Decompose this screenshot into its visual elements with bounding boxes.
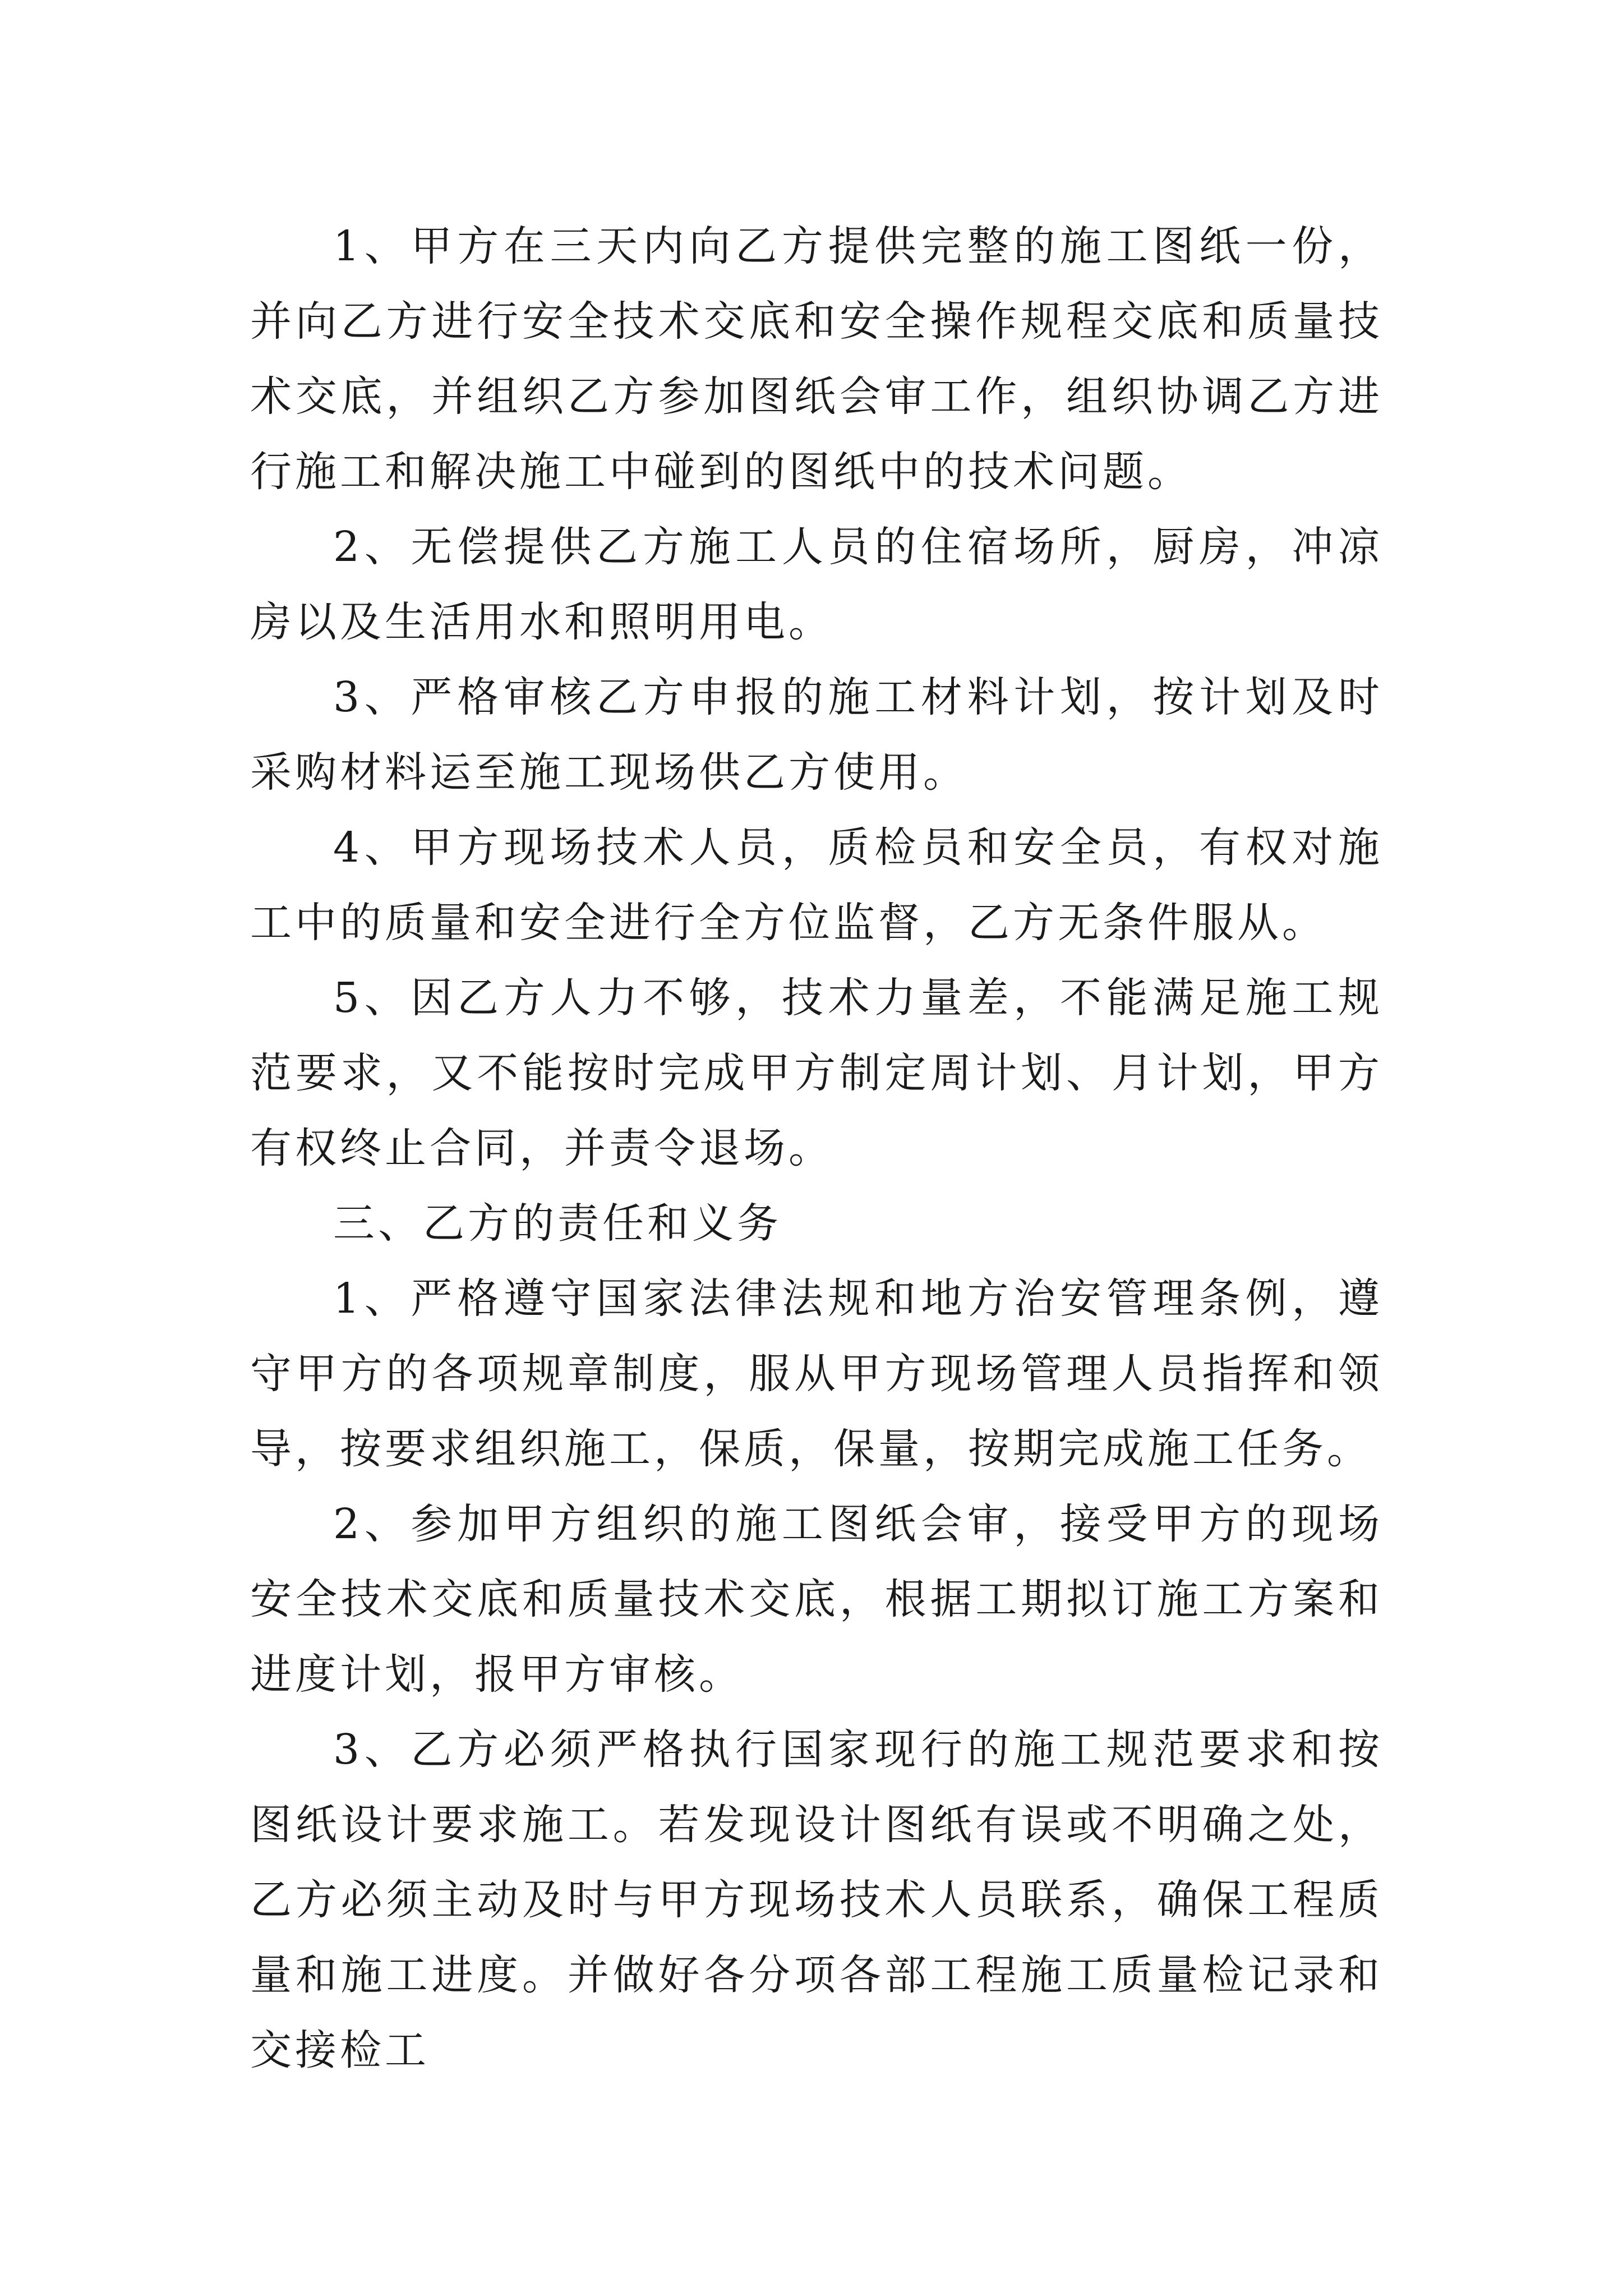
paragraph-party-a-4: 4、甲方现场技术人员，质检员和安全员，有权对施工中的质量和安全进行全方位监督，乙方无条件服从。: [250, 823, 1383, 947]
paragraph-party-a-5: 5、因乙方人力不够，技术力量差，不能满足施工规范要求，又不能按时完成甲方制定周计划、月计划，甲方有权终止合同，并责令退场。: [250, 974, 1383, 1172]
paragraph-party-b-1: 1、严格遵守国家法律法规和地方治安管理条例，遵守甲方的各项规章制度，服从甲方现场管理人员指挥和领导，按要求组织施工，保质，保量，按期完成施工任务。: [250, 1274, 1383, 1473]
paragraph-party-b-3: 3、乙方必须严格执行国家现行的施工规范要求和按图纸设计要求施工。若发现设计图纸有误或不明确之处，乙方必须主动及时与甲方现场技术人员联系，确保工程质量和施工进度。并做好各分项各部工程施工质量检记录和交接检工: [250, 1726, 1383, 2074]
document-body: [250, 209, 1383, 2088]
paragraph-party-a-3: 3、严格审核乙方申报的施工材料计划，按计划及时采购材料运至施工现场供乙方使用。: [250, 673, 1383, 797]
paragraph-party-a-2: 2、无偿提供乙方施工人员的住宿场所，厨房，冲凉房以及生活用水和照明用电。: [250, 523, 1383, 646]
paragraph-party-a-1: 1、甲方在三天内向乙方提供完整的施工图纸一份，并向乙方进行安全技术交底和安全操作规程交底和质量技术交底，并组织乙方参加图纸会审工作，组织协调乙方进行施工和解决施工中碰到的图纸中的技术问题。: [250, 222, 1383, 496]
paragraph-party-b-2: 2、参加甲方组织的施工图纸会审，接受甲方的现场安全技术交底和质量技术交底，根据工期拟订施工方案和进度计划，报甲方审核。: [250, 1500, 1383, 1699]
section-heading-party-b: 三、乙方的责任和义务: [333, 1199, 782, 1248]
